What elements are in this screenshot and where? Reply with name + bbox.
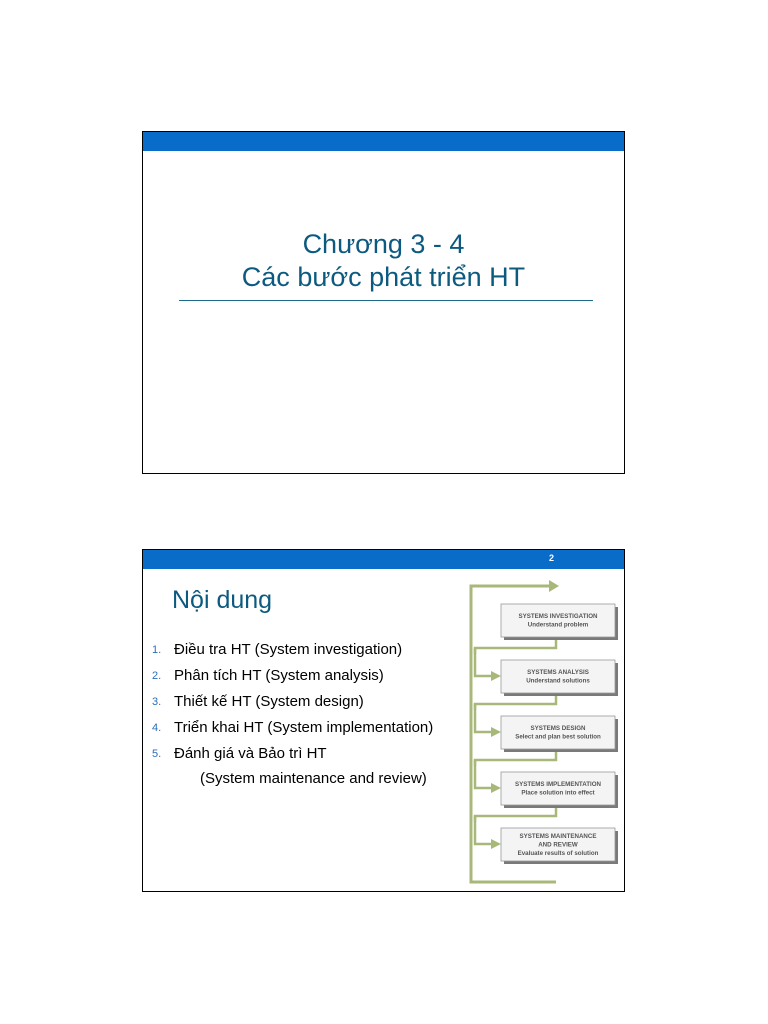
list-item-number: 3. (152, 696, 162, 708)
list-item-text: Điều tra HT (System investigation) (174, 641, 403, 658)
diagram-step-label: SYSTEMS IMPLEMENTATION (514, 781, 602, 788)
diagram-step-label: SYSTEMS DESIGN (530, 725, 586, 732)
list-item-number: 4. (152, 722, 162, 734)
diagram-step-label: SYSTEMS INVESTIGATION (518, 613, 598, 620)
content-slide (142, 549, 625, 892)
diagram-step-box (501, 604, 618, 640)
slide-header-bar (143, 132, 624, 151)
list-item-number: 5. (152, 748, 162, 760)
title-slide (142, 131, 625, 474)
list-item-continuation: (System maintenance and review) (200, 770, 427, 787)
title-underline (179, 300, 593, 301)
slide-number: 2 (548, 553, 554, 563)
chapter-title: Chương 3 - 4 (302, 229, 465, 259)
list-item-text: Thiết kế HT (System design) (174, 693, 364, 710)
slide-title (143, 228, 624, 294)
diagram-step-label: SYSTEMS MAINTENANCE (519, 832, 597, 840)
diagram-step-label: Understand solutions (526, 677, 590, 685)
list-item-number: 1. (152, 644, 162, 656)
systems-development-cycle-diagram (461, 580, 621, 888)
diagram-step-box (501, 828, 618, 864)
diagram-step-box (501, 716, 618, 752)
list-item-number: 2. (152, 670, 162, 682)
diagram-step-label: SYSTEMS ANALYSIS (527, 669, 589, 676)
diagram-step-label: Select and plan best solution (515, 733, 601, 741)
slide-header-bar (143, 550, 624, 569)
list-item-text: Triển khai HT (System implementation) (174, 719, 434, 736)
slide-heading: Nội dung (172, 586, 273, 614)
diagram-step-box (501, 660, 618, 696)
list-item-text: Phân tích HT (System analysis) (174, 667, 384, 684)
list-item-text: Đánh giá và Bảo trì HT (174, 745, 327, 762)
chapter-subtitle: Các bước phát triển HT (241, 262, 526, 292)
diagram-step-box (501, 772, 618, 808)
diagram-step-label: AND REVIEW (538, 841, 578, 849)
diagram-step-label: Evaluate results of solution (517, 849, 599, 857)
diagram-step-label: Place solution into effect (521, 789, 595, 797)
diagram-step-label: Understand problem (527, 621, 589, 629)
